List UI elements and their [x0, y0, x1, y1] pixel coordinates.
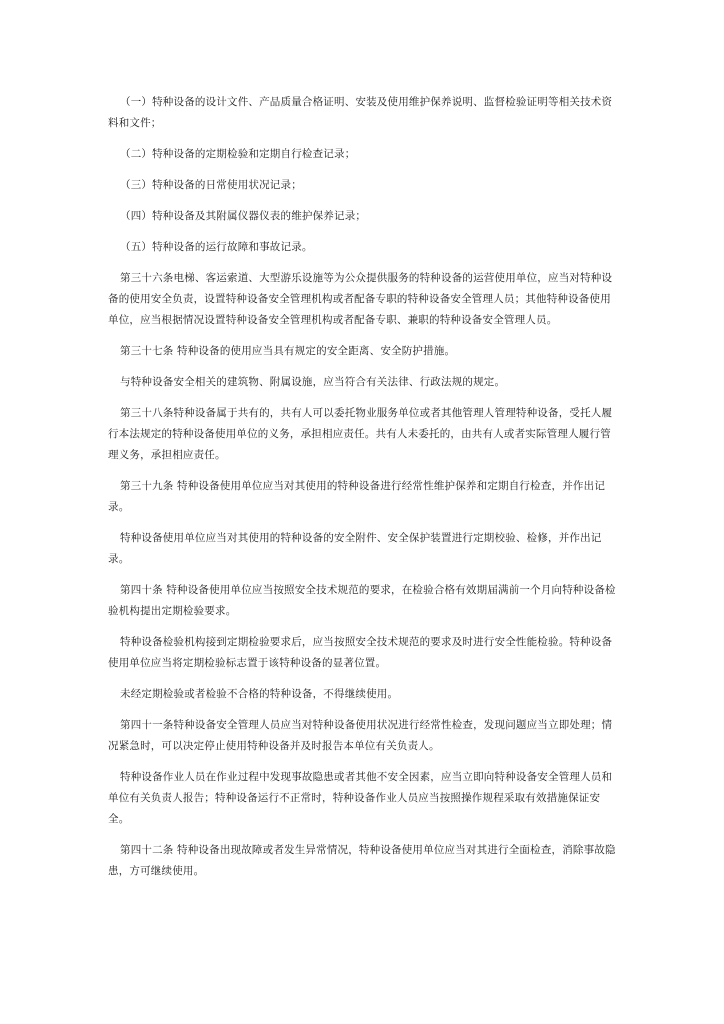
article-36: 第三十六条电梯、客运索道、大型游乐设施等为公众提供服务的特种设备的运营使用单位，应当对特种设备的使用安全负责，设置特种设备安全管理机构或者配备专职的特种设备安全管理人员；其他特种设备使用单位，应当根据情况设置特种设备安全管理机构或者配备专职、兼职的特种设备安全管理人员。	[108, 272, 613, 326]
article-40-para-3: 未经定期检验或者检验不合格的特种设备，不得继续使用。	[120, 688, 399, 700]
article-37: 第三十七条 特种设备的使用应当具有规定的安全距离、安全防护措施。	[120, 345, 456, 357]
paragraph-item-2: （二）特种设备的定期检验和定期自行检查记录；	[120, 148, 356, 160]
paragraph-item-4: （四）特种设备及其附属仪器仪表的维护保养记录；	[120, 210, 367, 222]
article-39-para-2: 特种设备使用单位应当对其使用的特种设备的安全附件、安全保护装置进行定期校验、检修，并作出记录。	[108, 532, 602, 565]
article-40-para-2: 特种设备检验机构接到定期检验要求后，应当按照安全技术规范的要求及时进行安全性能检验。特种设备使用单位应当将定期检验标志置于该特种设备的显著位置。	[108, 636, 613, 669]
paragraph-item-1: （一）特种设备的设计文件、产品质量合格证明、安装及使用维护保养说明、监督检验证明等相关技术资料和文件；	[108, 96, 613, 129]
article-41: 第四十一条特种设备安全管理人员应当对特种设备使用状况进行经常性检查，发现问题应当立即处理；情况紧急时，可以决定停止使用特种设备并及时报告本单位有关负责人。	[108, 719, 613, 752]
article-42: 第四十二条 特种设备出现故障或者发生异常情况，特种设备使用单位应当对其进行全面检查，消除事故隐患，方可继续使用。	[108, 844, 616, 877]
paragraph-item-3: （三）特种设备的日常使用状况记录；	[120, 179, 302, 191]
article-41-para-2: 特种设备作业人员在作业过程中发现事故隐患或者其他不安全因素，应当立即向特种设备安全管理人员和单位有关负责人报告；特种设备运行不正常时，特种设备作业人员应当按照操作规程采取有效措施保证安全。	[108, 771, 613, 825]
article-39: 第三十九条 特种设备使用单位应当对其使用的特种设备进行经常性维护保养和定期自行检查，并作出记录。	[108, 480, 606, 513]
article-38: 第三十八条特种设备属于共有的，共有人可以委托物业服务单位或者其他管理人管理特种设备，受托人履行本法规定的特种设备使用单位的义务，承担相应责任。共有人未委托的，由共有人或者实际管理人履行管理义务，承担相应责任。	[108, 407, 613, 461]
article-37-para-2: 与特种设备安全相关的建筑物、附属设施，应当符合有关法律、行政法规的规定。	[120, 376, 506, 388]
paragraph-item-5: （五）特种设备的运行故障和事故记录。	[120, 241, 313, 253]
document-body	[108, 92, 616, 892]
article-40: 第四十条 特种设备使用单位应当按照安全技术规范的要求，在检验合格有效期届满前一个月向特种设备检验机构提出定期检验要求。	[108, 584, 616, 617]
